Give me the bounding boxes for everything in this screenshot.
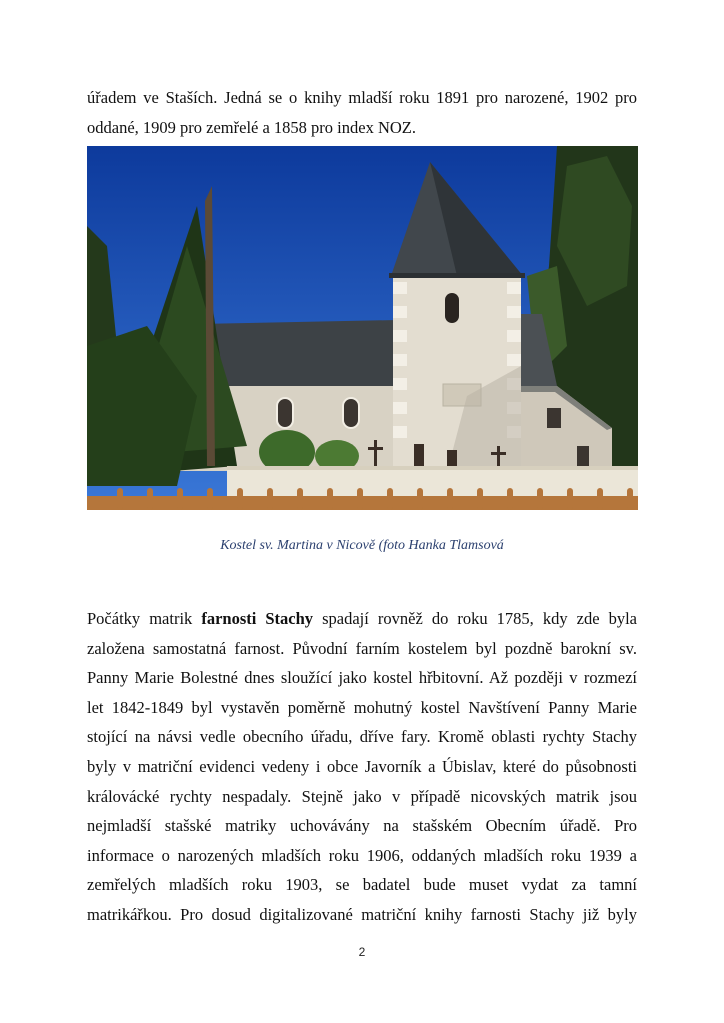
body-line: královácké rychty nespadaly. Stejně jako v případě nicovských matrik jsou xyxy=(87,786,637,806)
body-line: matrikářkou. Pro dosud digitalizované matriční knihy farnosti Stachy již byly xyxy=(87,904,637,924)
body-line-start: Počátky matrik xyxy=(87,609,202,628)
body-line: založena samostatná farnost. Původní farním kostelem byl pozdně barokní sv. xyxy=(87,638,637,658)
page-number: 2 xyxy=(358,945,366,959)
intro-paragraph xyxy=(87,83,637,142)
body-line: stojící na návsi vedle obecního úřadu, dříve fary. Kromě oblasti rychty Stachy xyxy=(87,727,637,747)
body-line: zemřelých mladších roku 1903, se badatel bude muset vydat za tamní xyxy=(87,875,637,895)
body-line-end: spadají rovněž do roku 1785, kdy zde byla xyxy=(313,609,637,628)
body-line: let 1842-1849 byl vystavěn poměrně mohutný kostel Navštívení Panny Marie xyxy=(87,697,637,717)
photo-caption: Kostel sv. Martina v Nicově (foto Hanka Tlamsová xyxy=(220,538,504,553)
intro-line: oddané, 1909 pro zemřelé a 1858 pro index NOZ. xyxy=(87,117,416,137)
body-line: nejmladší stašské matriky uchovávány na stašském Obecním úřadě. Pro xyxy=(87,816,637,836)
body-line: informace o narozených mladších roku 1906, oddaných mladších roku 1939 a xyxy=(87,845,637,865)
body-line xyxy=(87,604,637,634)
body-line: Panny Marie Bolestné dnes sloužící jako kostel hřbitovní. Až později v rozmezí xyxy=(87,668,637,688)
body-line: byly v matriční evidenci vedeny i obce Javorník a Úbislav, které do působnosti xyxy=(87,756,637,776)
body-paragraph xyxy=(87,604,637,930)
intro-line: úřadem ve Staších. Jedná se o knihy mladší roku 1891 pro narozené, 1902 pro xyxy=(87,88,637,107)
church-photo xyxy=(87,146,638,510)
parish-name: farnosti Stachy xyxy=(201,609,314,628)
